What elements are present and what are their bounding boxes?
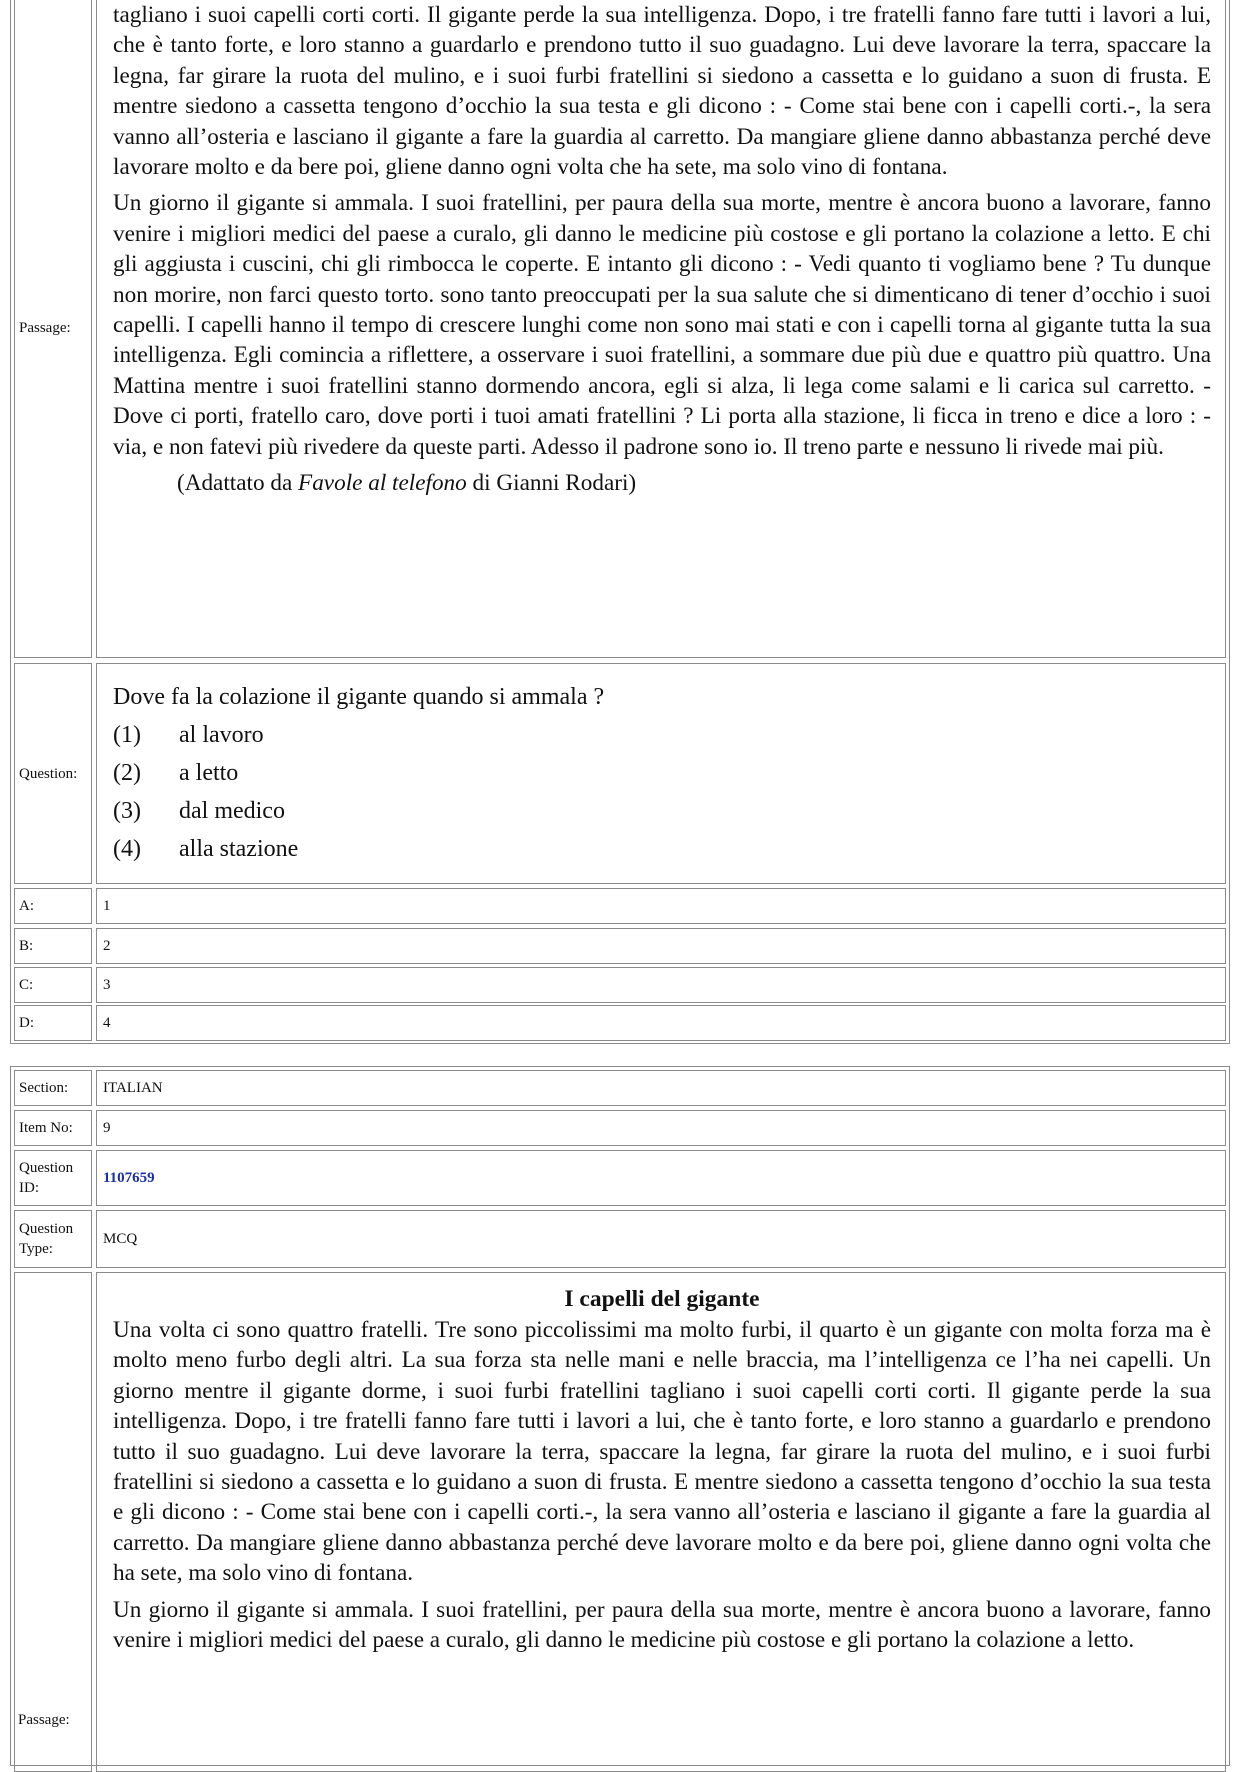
question-type-value: MCQ [96,1210,1226,1268]
answer-row-a [14,888,1226,924]
option-number: (2) [113,760,141,786]
passage-label-frame [14,1272,92,1772]
question-type-label: Question Type: [14,1210,92,1268]
passage-label: Passage: [14,0,92,658]
attribution-suffix: di Gianni Rodari) [466,470,637,497]
answer-label-d: D: [14,1005,92,1041]
answer-value-b: 2 [96,928,1226,964]
item-no-row [14,1110,1226,1146]
question-type-row [14,1210,1226,1268]
question-id-value [96,1150,1226,1206]
question-row [14,663,1226,884]
option-2 [113,754,1209,792]
passage-paragraph-2: Un giorno il gigante si ammala. I suoi fratellini, per paura della sua morte, mentre è ancora buono a lavorare, fanno venire i migliori medici del paese a curalo, gli danno le medicine più costose e gli portano la colazione a letto. [113,1596,1211,1654]
attribution-prefix: (Adattato da [177,470,299,497]
passage-paragraph-2: Un giorno il gigante si ammala. I suoi fratellini, per paura della sua morte, mentre è ancora buono a lavorare, fanno venire i migliori medici del paese a curalo, gli danno le medicine più costose e gli portano la colazione a letto. E chi gli aggiusta i cuscini, chi gli rimbocca le coperte. E intanto gli dicono : - Vedi quanto ti vogliamo bene ? Tu dunque non morire, non farci questo torto. sono tanto preoccupati per la sua salute che si dimenticano di tener d’occhio i suoi capelli. I capelli hanno il tempo di crescere lunghi come non sono mai stati e con i capelli torna al gigante tutta la sua intelligenza. Egli comincia a riflettere, a osservare i suoi fratellini, a sommare due più due e quattro più quattro. Una Mattina mentre i suoi fratellini stanno dormendo ancora, egli si alza, li lega come salami e li carica sul carretto. - Dove ci porti, fratello caro, dove porti i tuoi amati fratellini ? Li porta alla stazione, li ficca in treno e dice a loro : - via, e non fatevi più rivedere da queste parti. Adesso il padrone sono io. Il treno parte e nessuno li rivede mai più. [113,190,1211,460]
passage-title: I capelli del gigante [564,1286,760,1312]
attribution-book-title: Favole al telefono [298,470,467,497]
section-label: Section: [14,1070,92,1106]
answer-row-b [14,928,1226,964]
question-content [96,663,1226,884]
option-1 [113,716,1209,754]
option-text: a letto [179,760,239,786]
passage-paragraph-1: tagliano i suoi capelli corti corti. Il gigante perde la sua intelligenza. Dopo, i tre fratelli fanno fare tutti i lavori a lui, che è tanto forte, e loro stanno a guardarlo e prendono tutto il suo guadagno. Lui deve lavorare la terra, spaccare la legna, far girare la ruota del mulino, e i suoi furbi fratellini si siedono a cassetta e lo guidano a suon di frusta. E mentre siedono a cassetta tengono d’occhio la sua testa e gli dicono : - Come stai bene con i capelli corti.-, la sera vanno all’osteria e lasciano il gigante a fare la guardia al carretto. Da mangiare gliene danno abbastanza perché deve lavorare molto e da bere poi, gliene danno ogni volta che ha sete, ma solo vino di fontana. [113,2,1211,181]
passage-content [96,1272,1226,1772]
section-row [14,1070,1226,1106]
passage-row [14,0,1226,658]
question-id-link[interactable]: 1107659 [103,1169,155,1186]
item-card-next [10,1066,1230,1766]
passage-paragraph-1: Una volta ci sono quattro fratelli. Tre sono piccolissimi ma molto furbi, il quarto è un gigante con molta forza ma è molto meno furbo degli altri. La sua forza sta nelle mani e nelle braccia, ma l’intelligenza ce l’ha nei capelli. Un giorno mentre il gigante dorme, i suoi furbi fratellini tagliano i suoi capelli corti corti. Il gigante perde la sua intelligenza. Dopo, i tre fratelli fanno fare tutti i lavori a lui, che è tanto forte, e loro stanno a guardarlo e prendono tutto il suo guadagno. Lui deve lavorare la terra, spaccare la legna, far girare la ruota del mulino, e i suoi furbi fratellini si siedono a cassetta e lo guidano a suon di frusta. E mentre siedono a cassetta tengono d’occhio la sua testa e gli dicono : - Come stai bene con i capelli corti.-, la sera vanno all’osteria e lasciano il gigante a fare la guardia al carretto. Da mangiare gliene danno abbastanza perché deve lavorare molto e da bere poi, gliene danno ogni volta che ha sete, ma solo vino di fontana. [113,1317,1211,1587]
passage-label: Passage: [18,1712,70,1728]
option-4 [113,830,1209,868]
answer-label-a: A: [14,888,92,924]
answer-row-d [14,1005,1226,1041]
answer-label-b: B: [14,928,92,964]
option-text: dal medico [179,798,285,824]
passage-attribution [113,468,1211,498]
option-text: al lavoro [179,722,264,748]
question-label: Question: [14,663,92,884]
passage-content [96,0,1226,658]
question-id-label: Question ID: [14,1150,92,1206]
section-value: ITALIAN [96,1070,1226,1106]
answer-label-c: C: [14,967,92,1003]
item-no-label: Item No: [14,1110,92,1146]
question-text: Dove fa la colazione il gigante quando si ammala ? [113,684,605,710]
answer-value-a: 1 [96,888,1226,924]
option-number: (1) [113,722,141,748]
option-text: alla stazione [179,836,299,862]
passage-row [14,1272,1226,1772]
item-no-value: 9 [96,1110,1226,1146]
answer-value-d: 4 [96,1005,1226,1041]
option-number: (4) [113,836,141,862]
answer-row-c [14,967,1226,1003]
option-number: (3) [113,798,141,824]
item-card-previous [10,0,1230,1044]
answer-value-c: 3 [96,967,1226,1003]
question-id-row [14,1150,1226,1206]
option-3 [113,792,1209,830]
